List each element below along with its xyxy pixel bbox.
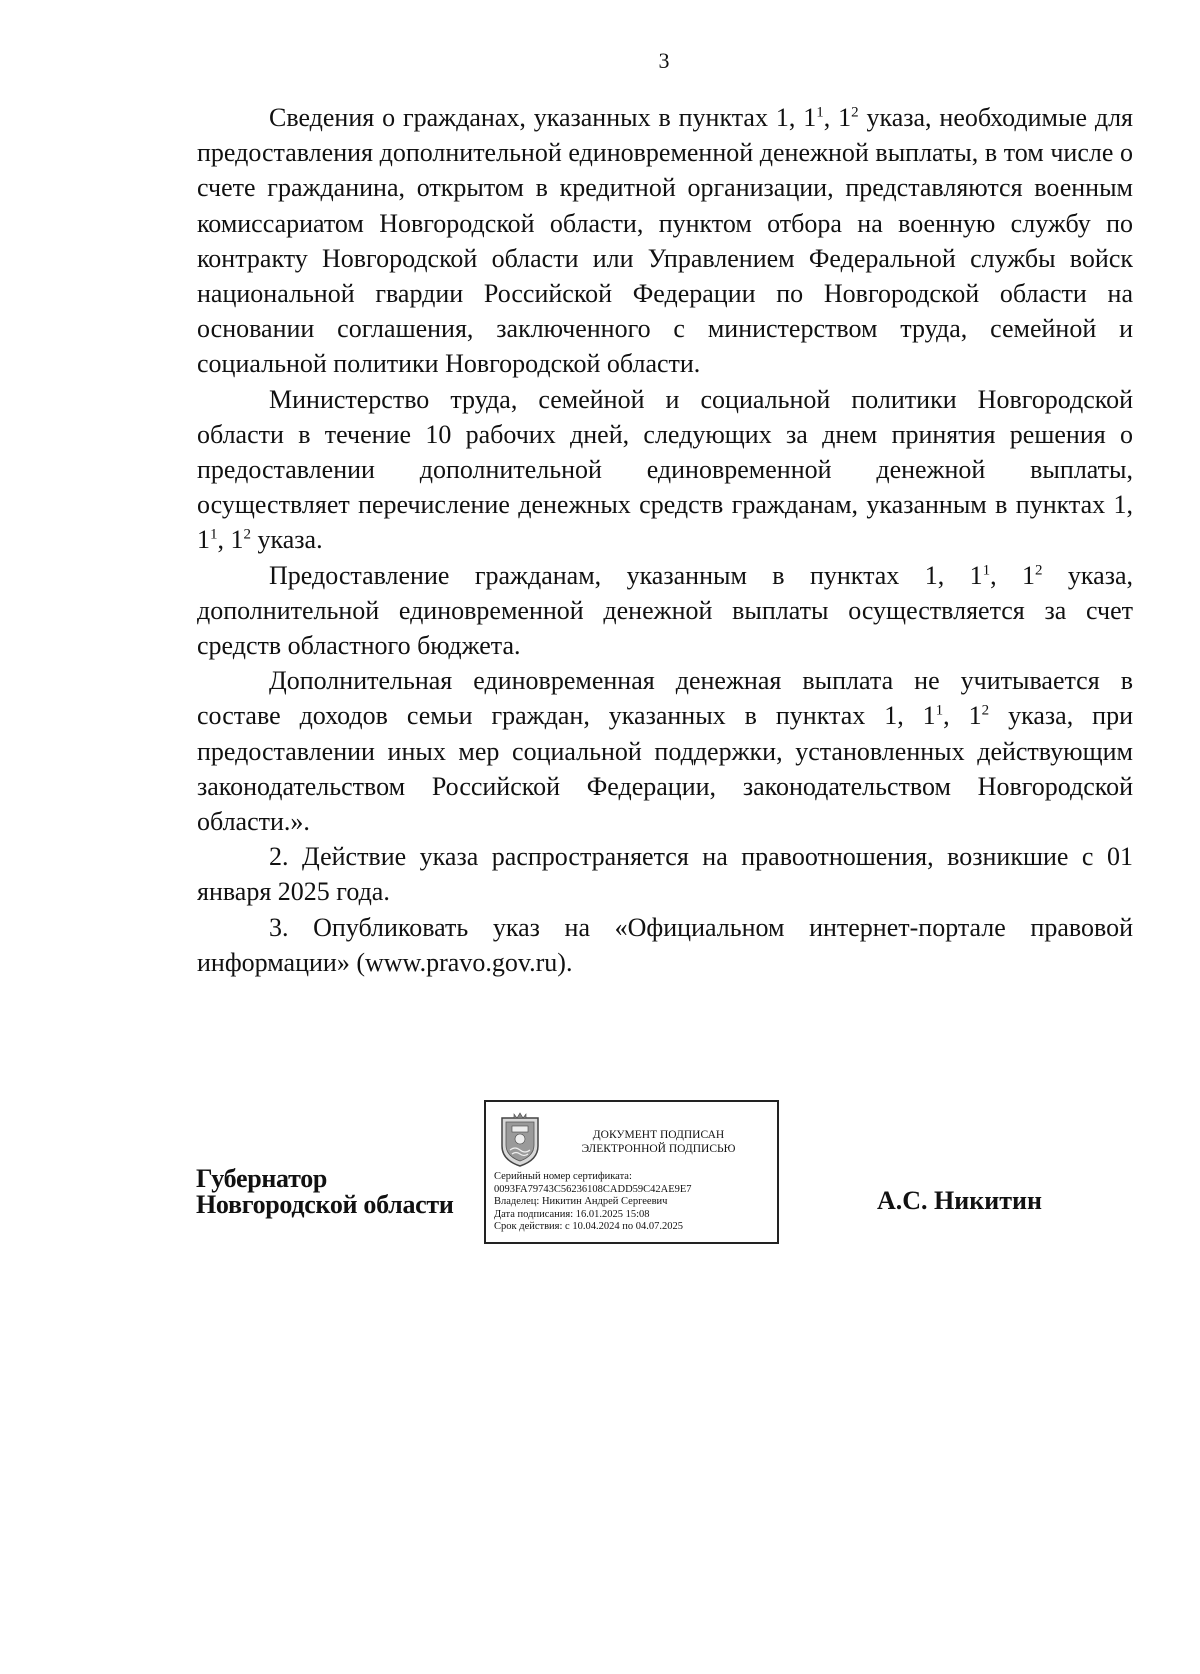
signer-position-line-2: Новгородской области [196, 1190, 454, 1219]
paragraph: Сведения о гражданах, указанных в пунктах 1, $1^1$, $1^2$ указа, необходимые для предоставления дополнительной единовременной денежной выплаты, в том числе о счете гражданина, открытом в кредитной организации, представляются военным комиссариатом Новгородской области, пунктом отбора на военную службу по контракту Новгородской области или Управлением Федеральной службы войск национальной гвардии Российской Федерации по Новгородской области на основании соглашения, заключенного с министерством труда, семейной и социальной политики Новгородской области. [197, 103, 1134, 379]
signer-position-line-1: Губернатор [196, 1164, 328, 1193]
superscript: 2 [243, 526, 251, 543]
superscript: 2 [981, 702, 990, 719]
electronic-signature-stamp [484, 1100, 779, 1244]
document-body [197, 100, 1133, 980]
stamp-heading [546, 1128, 771, 1156]
paragraph: Предоставление гражданам, указанным в пунктах 1, $1^1$, $1^2$ указа, дополнительной единовременной денежной выплаты осуществляется за счет средств областного бюджета. [197, 560, 1134, 661]
paragraph: Министерство труда, семейной и социальной политики Новгородской области в течение 10 рабочих дней, следующих за днем принятия решения о предоставлении дополнительной единовременной денежной выплаты, осуществляет перечисление денежных средств гражданам, указанным в пунктах 1, $1^1$, $1^2$ указа. [197, 384, 1133, 555]
superscript: 1 [935, 702, 944, 719]
superscript: 2 [1035, 561, 1043, 578]
stamp-heading-line-1: ДОКУМЕНТ ПОДПИСАН [592, 1129, 725, 1141]
signer-name: А.С. Никитин [877, 1186, 1042, 1215]
page-number: 3 [658, 48, 670, 73]
stamp-detail-line: Срок действия: с 10.04.2024 по 04.07.2025 [494, 1221, 683, 1232]
paragraph: 3. Опубликовать указ на «Официальном интернет-портале правовой информации» (www.pravo.gov.ru). [197, 912, 1133, 977]
stamp-detail-line: Серийный номер сертификата: [494, 1171, 632, 1182]
stamp-detail-line: 0093FA79743C56236108CADD59C42AE9E7 [494, 1183, 692, 1195]
paragraph: 2. Действие указа распространяется на правоотношения, возникшие с 01 января 2025 года. [197, 842, 1133, 907]
stamp-detail-line: Дата подписания: 16.01.2025 15:08 [494, 1208, 650, 1220]
signature-block [0, 1100, 1200, 1260]
superscript: 1 [210, 526, 218, 543]
superscript: 2 [851, 104, 859, 121]
superscript: 1 [982, 561, 991, 578]
signer-position [196, 1166, 454, 1218]
paragraph: Дополнительная единовременная денежная выплата не учитывается в составе доходов семьи граждан, указанных в пунктах 1, $1^1$, $1^2$ указа, при предоставлении иных мер социальной поддержки, установленных действующим законодательством Российской Федерации, законодательством Новгородской области.». [197, 666, 1133, 837]
stamp-details [494, 1171, 692, 1234]
stamp-heading-line-2: ЭЛЕКТРОННОЙ ПОДПИСЬЮ [581, 1143, 736, 1155]
stamp-detail-line: Владелец: Никитин Андрей Сергеевич [494, 1196, 668, 1207]
superscript: 1 [816, 104, 824, 121]
coat-of-arms-icon [498, 1112, 542, 1168]
